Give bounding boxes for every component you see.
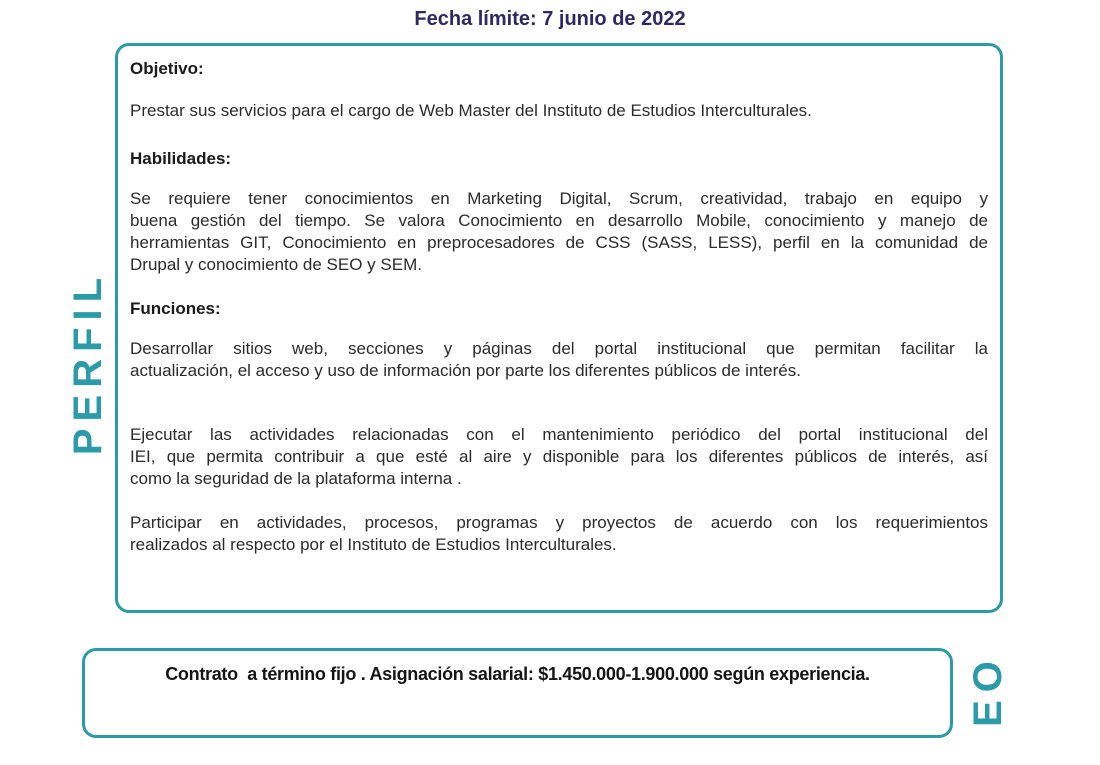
- text-line: realizados al respecto por el Instituto de Estudios Interculturales.: [130, 535, 617, 554]
- funciones-paragraph-3: [130, 512, 988, 556]
- contract-box: [82, 648, 953, 738]
- funciones-heading: Funciones:: [130, 299, 221, 318]
- bottom-right-vertical-label: EO: [966, 653, 1010, 727]
- objetivo-heading: Objetivo:: [130, 59, 204, 78]
- text-line: herramientas GIT, Conocimiento en preprocesadores de CSS (SASS, LESS), perfil en la comunidad de: [130, 233, 988, 252]
- habilidades-paragraph: [130, 188, 988, 276]
- text-line: Participar en actividades, procesos, programas y proyectos de acuerdo con los requerimientos: [130, 513, 988, 532]
- text-line: IEI, que permita contribuir a que esté al aire y disponible para los diferentes públicos de interés, así: [130, 447, 988, 466]
- profile-panel: [115, 43, 1003, 613]
- text-line: Se requiere tener conocimientos en Marketing Digital, Scrum, creatividad, trabajo en equipo y: [130, 189, 988, 208]
- perfil-vertical-label: PERFIL: [66, 270, 110, 456]
- text-line: Desarrollar sitios web, secciones y páginas del portal institucional que permitan facilitar la: [130, 339, 988, 358]
- profile-panel-content: [118, 46, 1000, 610]
- objetivo-paragraph: Prestar sus servicios para el cargo de Web Master del Instituto de Estudios Interculturales.: [130, 101, 812, 120]
- contract-text: Contrato a término fijo . Asignación salarial: $1.450.000-1.900.000 según experiencia.: [165, 664, 870, 684]
- text-line: Drupal y conocimiento de SEO y SEM.: [130, 255, 422, 274]
- text-line: como la seguridad de la plataforma interna .: [130, 469, 462, 488]
- text-line: Ejecutar las actividades relacionadas con el mantenimiento periódico del portal institucional del: [130, 425, 988, 444]
- funciones-paragraph-1: [130, 338, 988, 382]
- habilidades-heading: Habilidades:: [130, 149, 232, 168]
- deadline-text: Fecha límite: 7 junio de 2022: [414, 8, 686, 30]
- text-line: actualización, el acceso y uso de información por parte los diferentes públicos de interés.: [130, 361, 801, 380]
- funciones-paragraph-2: [130, 424, 988, 490]
- text-line: buena gestión del tiempo. Se valora Conocimiento en desarrollo Mobile, conocimiento y manejo de: [130, 211, 988, 230]
